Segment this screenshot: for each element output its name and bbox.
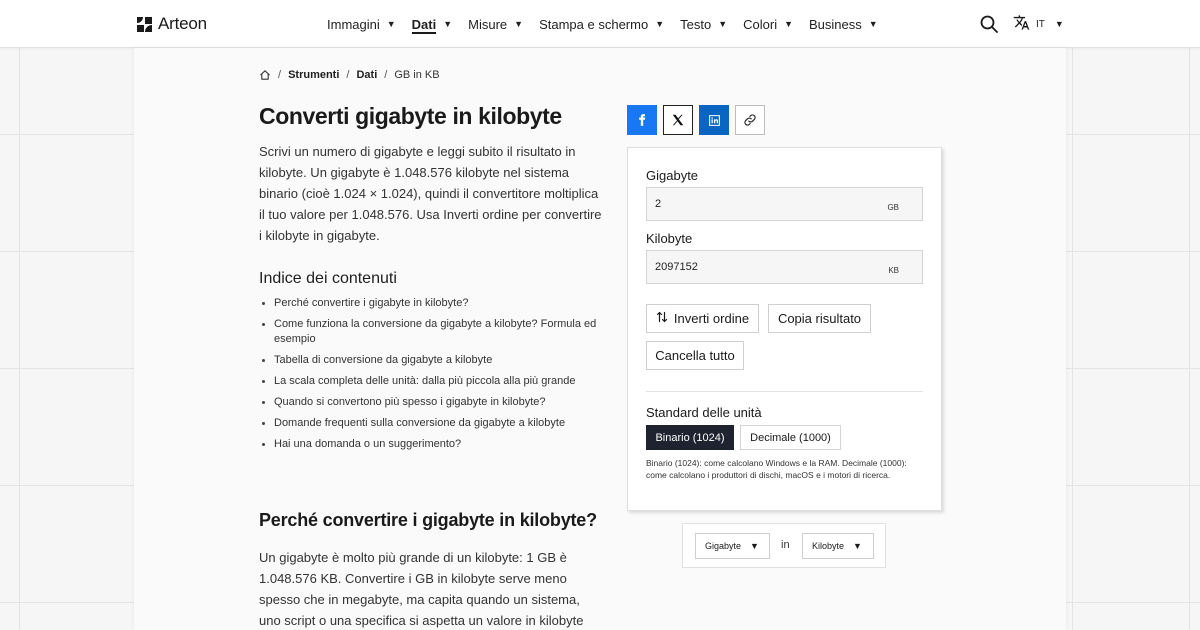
nav-item-testo[interactable] [680,0,727,48]
kb-unit-label: KB [888,266,899,275]
from-field-label: Gigabyte [646,168,699,183]
linkedin-icon[interactable] [699,105,729,135]
language-code: IT [1036,18,1045,30]
toc-link[interactable]: La scala completa delle unità: dalla più piccola alla più grande [259,374,599,389]
breadcrumb-separator: / [278,69,282,81]
gigabyte-field[interactable] [646,187,923,221]
page-title: Converti gigabyte in kilobyte [259,103,562,129]
share-buttons [627,105,765,135]
caret-down-icon: ▼ [514,19,524,29]
breadcrumb [259,69,440,81]
to-unit-select[interactable] [802,533,874,559]
top-navigation-bar [0,0,1200,48]
swap-order-button[interactable] [646,304,759,333]
to-field-label: Kilobyte [646,231,693,246]
nav-label: Stampa e schermo [539,16,649,32]
nav-item-stampa-e-schermo[interactable] [539,0,664,48]
converter-card [627,147,942,511]
from-unit-value: Gigabyte [705,541,742,551]
toc-link[interactable]: Quando si convertono più spesso i gigabyte in kilobyte? [259,395,599,410]
caret-down-icon: ▼ [750,541,759,551]
nav-item-misure[interactable] [468,0,523,48]
link-icon[interactable] [735,105,765,135]
nav-label: Colori [743,16,778,32]
nav-item-dati[interactable] [412,0,452,48]
nav-label: Misure [468,16,508,32]
unit-standard-title: Standard delle unità [646,405,762,420]
section-heading: Perché convertire i gigabyte in kilobyte? [259,510,597,530]
nav-label: Dati [411,16,437,32]
translate-icon [1013,14,1030,34]
toc-link[interactable]: Tabella di conversione da gigabyte a kilobyte [259,353,599,368]
decimal-standard-button[interactable]: Decimale (1000) [740,425,841,450]
breadcrumb-separator: / [384,69,388,81]
caret-down-icon: ▼ [655,19,665,29]
x-icon[interactable] [663,105,693,135]
facebook-icon[interactable] [627,105,657,135]
from-unit-select[interactable] [695,533,770,559]
nav-item-business[interactable] [809,0,878,48]
intro-paragraph: Scrivi un numero di gigabyte e leggi subito il risultato in kilobyte. Un gigabyte è 1.048.576 kilobyte nel sistema binario (cioè 1.024 × 1.024), quindi il convertitore moltiplica il tuo valore per 1.048.576. Usa Inverti ordine per convertire i kilobyte in gigabyte. [259,144,602,243]
card-divider [646,391,923,392]
brand-logo[interactable] [137,14,207,34]
nav-label: Testo [680,16,712,32]
language-selector[interactable] [1013,14,1064,34]
toc-link[interactable]: Hai una domanda o un suggerimento? [259,437,599,452]
clear-all-button[interactable]: Cancella tutto [646,341,744,370]
unit-switcher [682,523,886,568]
brand-mark-icon [137,17,152,32]
breadcrumb-separator: / [346,69,350,81]
caret-down-icon: ▼ [853,541,862,551]
swap-arrows-icon [656,311,668,326]
search-icon[interactable] [979,14,999,34]
toc-link[interactable]: Come funziona la conversione da gigabyte a kilobyte? Formula ed esempio [259,317,599,347]
kilobyte-input[interactable] [655,251,855,283]
swap-order-label: Inverti ordine [673,311,750,326]
caret-down-icon: ▼ [868,19,878,29]
unit-standard-note: Binario (1024): come calcolano Windows e la RAM. Decimale (1000): come calcolano i produttori di dischi, macOS e i motori di ricerca. [646,458,907,480]
toc-link[interactable]: Perché convertire i gigabyte in kilobyte? [259,296,599,311]
gb-unit-label: GB [887,203,899,212]
to-unit-value: Kilobyte [812,541,845,551]
gigabyte-input[interactable] [655,188,855,220]
nav-label: Business [809,16,862,32]
breadcrumb-item-dati[interactable]: Dati [356,69,378,81]
home-icon[interactable] [259,69,271,81]
caret-down-icon: ▼ [784,19,794,29]
main-nav [327,0,894,48]
caret-down-icon: ▼ [1054,19,1064,29]
caret-down-icon: ▼ [386,19,396,29]
unit-connector: in [781,539,790,551]
toc-link[interactable]: Domande frequenti sulla conversione da gigabyte a kilobyte [259,416,599,431]
table-of-contents [259,296,599,458]
section-paragraph: Un gigabyte è molto più grande di un kilobyte: 1 GB è 1.048.576 KB. Convertire i GB in kilobyte serve meno spesso che in megabyte, ma capita quando un sistema, uno script o una specifica si aspetta un valore in kilobyte [259,550,584,628]
copy-result-button[interactable]: Copia risultato [768,304,871,333]
nav-label: Immagini [327,16,380,32]
binary-standard-button[interactable]: Binario (1024) [646,425,734,450]
breadcrumb-item-strumenti[interactable]: Strumenti [288,69,340,81]
breadcrumb-current: GB in KB [394,69,440,81]
brand-name: Arteon [158,14,207,33]
nav-item-colori[interactable] [743,0,793,48]
caret-down-icon: ▼ [443,19,453,29]
nav-item-immagini[interactable] [327,0,396,48]
kilobyte-field[interactable] [646,250,923,284]
toc-title: Indice dei contenuti [259,270,397,287]
caret-down-icon: ▼ [718,19,728,29]
